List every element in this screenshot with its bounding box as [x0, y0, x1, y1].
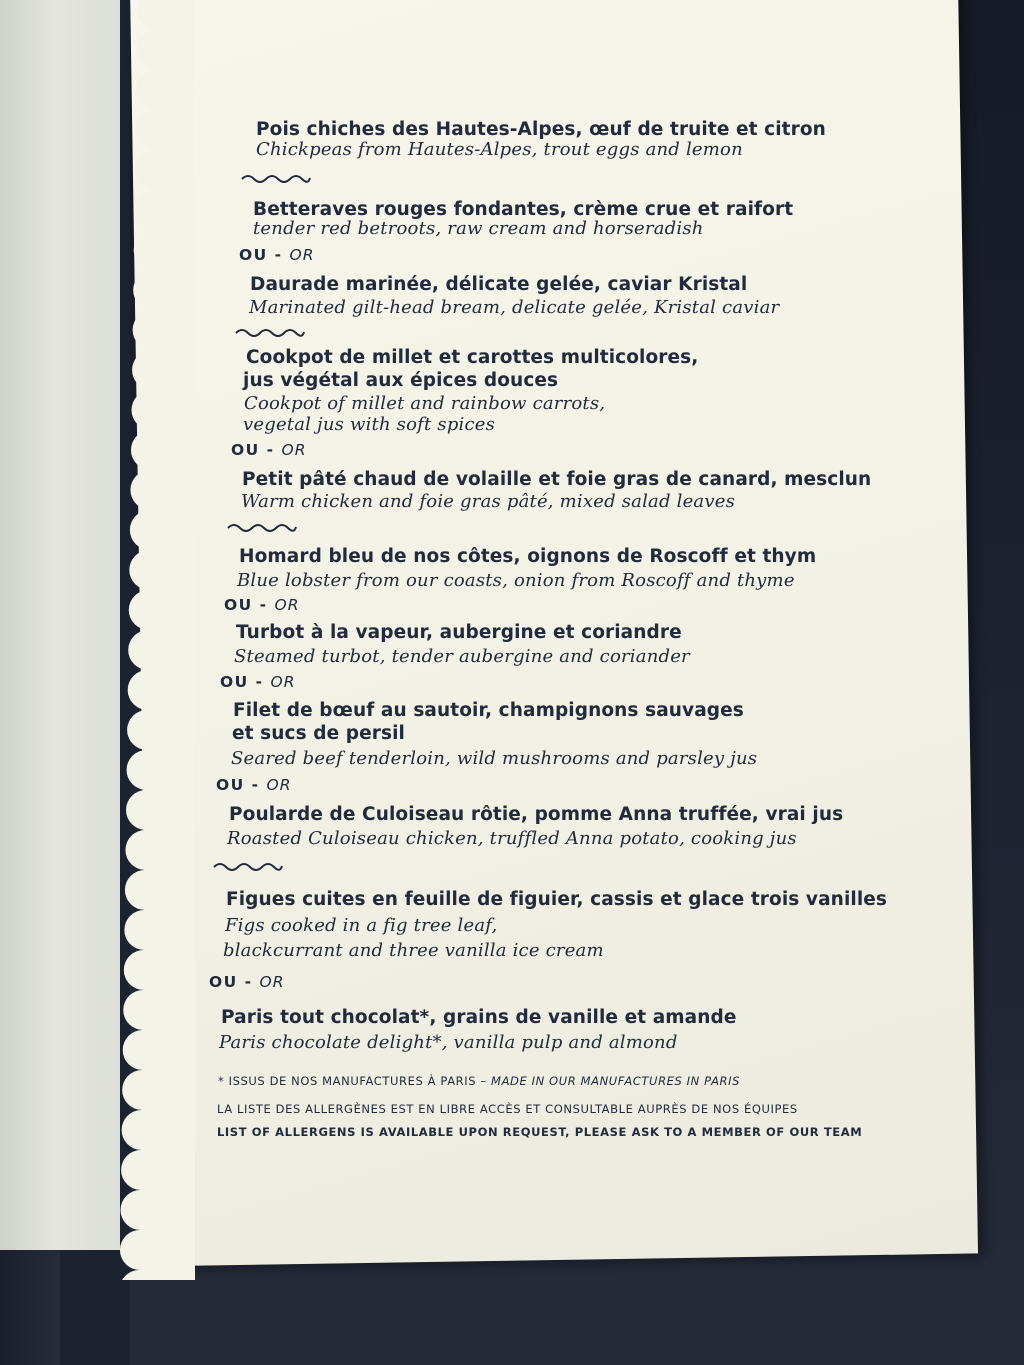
dish-11-en: Paris chocolate delight*, vanilla pulp and almond	[219, 1032, 678, 1053]
dish-8-fr: Filet de bœuf au sautoir, champignons sauvages	[233, 700, 744, 721]
dish-9-fr: Poularde de Culoiseau rôtie, pomme Anna truffée, vrai jus	[229, 804, 844, 825]
dish-10-en-line2: blackcurrant and three vanilla ice cream	[223, 940, 604, 961]
dish-5-en: Warm chicken and foie gras pâté, mixed salad leaves	[241, 491, 736, 512]
dish-9-en: Roasted Culoiseau chicken, truffled Anna potato, cooking jus	[227, 828, 797, 849]
dish-3-fr: Daurade marinée, délicate gelée, caviar Kristal	[250, 274, 748, 295]
dish-5-fr: Petit pâté chaud de volaille et foie gras de canard, mesclun	[242, 469, 872, 490]
dish-4-fr-line2: jus végétal aux épices douces	[243, 370, 559, 391]
wave-divider	[226, 519, 298, 533]
dish-6-en: Blue lobster from our coasts, onion from Roscoff and thyme	[237, 570, 795, 591]
or-separator: OU - OR	[231, 441, 307, 459]
dish-2-fr: Betteraves rouges fondantes, crème crue et raifort	[253, 199, 794, 220]
dish-11-fr: Paris tout chocolat*, grains de vanille et amande	[221, 1007, 737, 1028]
or-separator: OU - OR	[216, 776, 292, 794]
or-separator: OU - OR	[224, 596, 300, 614]
allergen-note-en: LIST OF ALLERGENS IS AVAILABLE UPON REQUEST, PLEASE ASK TO A MEMBER OF OUR TEAM	[217, 1125, 863, 1139]
dish-3-en: Marinated gilt-head bream, delicate gelée, Kristal caviar	[249, 297, 780, 318]
allergen-note-fr: LA LISTE DES ALLERGÈNES EST EN LIBRE ACCÈS ET CONSULTABLE AUPRÈS DE NOS ÉQUIPES	[217, 1102, 798, 1116]
footnote: * ISSUS DE NOS MANUFACTURES À PARIS – MADE IN OUR MANUFACTURES IN PARIS	[218, 1074, 741, 1088]
dish-8-fr-line2: et sucs de persil	[232, 723, 405, 744]
dish-1-en: Chickpeas from Hautes-Alpes, trout eggs and lemon	[256, 139, 743, 160]
or-separator: OU - OR	[209, 973, 285, 991]
dish-4-en: Cookpot of millet and rainbow carrots,	[244, 393, 606, 414]
dish-7-fr: Turbot à la vapeur, aubergine et coriandre	[236, 622, 682, 643]
or-separator: OU - OR	[220, 673, 296, 691]
dish-4-en-line2: vegetal jus with soft spices	[243, 414, 496, 435]
dish-8-en: Seared beef tenderloin, wild mushrooms and parsley jus	[231, 748, 758, 769]
dish-1-fr: Pois chiches des Hautes-Alpes, œuf de truite et citron	[256, 119, 826, 140]
wave-divider	[240, 170, 312, 184]
dish-2-en: tender red betroots, raw cream and horseradish	[253, 218, 704, 239]
dish-6-fr: Homard bleu de nos côtes, oignons de Roscoff et thym	[239, 546, 817, 567]
wave-divider	[212, 858, 284, 872]
dish-10-en: Figs cooked in a fig tree leaf,	[225, 915, 498, 936]
dish-4-fr: Cookpot de millet et carottes multicolores,	[246, 347, 699, 368]
dish-10-fr: Figues cuites en feuille de figuier, cassis et glace trois vanilles	[226, 889, 888, 910]
or-separator: OU - OR	[239, 246, 315, 264]
dish-7-en: Steamed turbot, tender aubergine and coriander	[234, 646, 690, 667]
wave-divider	[234, 324, 306, 338]
